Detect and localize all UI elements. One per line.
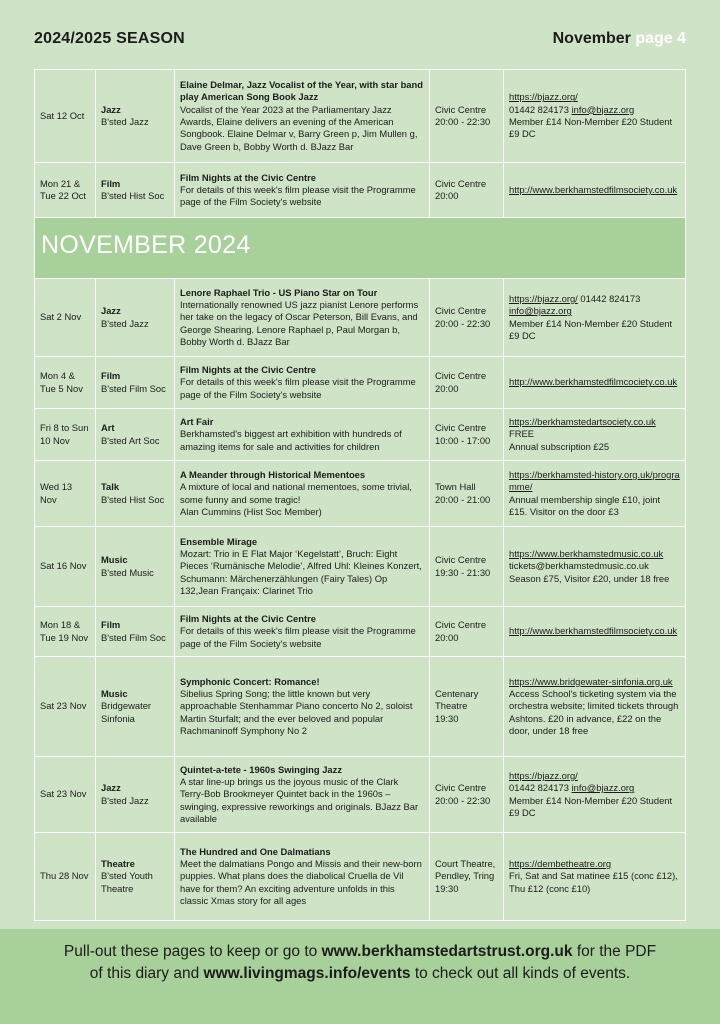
event-description: A mixture of local and national mementoes, some trivial, some funny and some tragic!: [180, 481, 412, 505]
event-time: 20:00: [435, 382, 459, 394]
event-time: 20:00: [435, 190, 459, 201]
event-organiser: B'sted Jazz: [101, 116, 149, 127]
table-row: [35, 461, 686, 527]
event-organiser: B'sted Film Soc: [101, 382, 166, 394]
event-link[interactable]: https://bjazz.org/: [509, 769, 578, 781]
event-tickets: Member £14 Non-Member £20 Student £9 DC: [509, 794, 673, 818]
event-phone: 01442 824173: [580, 292, 641, 304]
event-date: Mon 18 & Tue 19 Nov: [35, 607, 96, 657]
event-category-cell: [96, 833, 175, 921]
event-description: Meet the dalmatians Pongo and Missis and their new-born puppies. What plans does the diabolical Cruella de Vil have for them? An exciting adventure unfolds in this classic Xmas story for all ages: [180, 858, 422, 906]
event-phone: 01442 824173: [509, 782, 569, 794]
event-link[interactable]: https://bjazz.org/: [509, 292, 578, 304]
event-time: 20:00 - 22:30: [435, 116, 491, 127]
event-time: 19:30 - 21:30: [435, 566, 491, 578]
event-title: The Hundred and One Dalmatians: [180, 845, 331, 857]
footer-line-1: [0, 941, 720, 963]
event-description-cell: [175, 461, 430, 527]
event-organiser: B'sted Hist Soc: [101, 190, 165, 201]
footer-text: of this diary and: [89, 965, 204, 982]
event-link[interactable]: https://bjazz.org/: [509, 91, 578, 103]
event-venue: Town Hall: [435, 481, 476, 493]
event-date: Thu 28 Nov: [35, 833, 96, 921]
event-link[interactable]: http://www.berkhamstedfilmcociety.co.uk: [509, 376, 678, 388]
page-reference: [553, 30, 686, 48]
event-info-cell: [504, 279, 686, 357]
event-description-cell: [175, 357, 430, 409]
event-time: 20:00: [435, 631, 459, 643]
table-row: [35, 70, 686, 163]
event-description-cell: [175, 607, 430, 657]
event-category-cell: [96, 357, 175, 409]
event-category: Art: [101, 422, 115, 434]
footer-line-2: [0, 963, 720, 985]
event-title: Film Nights at the Civic Centre: [180, 364, 316, 376]
event-time: 20:00 - 22:30: [435, 317, 491, 329]
event-time: 19:30: [435, 882, 459, 894]
event-description: Mozart: Trio in E Flat Major ‘Kegelstatt’, Bruch: Eight Pieces ‘Rumänische Melodie’, Alfred Uhl: Kleines Konzert, Schumann: Märchenerzählungen (Fairy Tales) Op 132,Jean Françaix: Clarinet Trio: [180, 548, 422, 596]
event-venue: Civic Centre: [435, 103, 487, 115]
event-venue-cell: [430, 357, 504, 409]
event-venue: Civic Centre: [435, 305, 487, 317]
event-speaker: Alan Cummins (Hist Soc Member): [180, 505, 322, 517]
table-row: [35, 409, 686, 461]
event-venue-cell: [430, 279, 504, 357]
event-subscription: Annual subscription £25: [509, 440, 610, 452]
event-description-cell: [175, 527, 430, 607]
event-venue: Civic Centre: [435, 554, 487, 566]
event-category-cell: [96, 409, 175, 461]
event-venue: Civic Centre: [435, 370, 487, 382]
event-venue-cell: [430, 607, 504, 657]
event-description-cell: [175, 833, 430, 921]
event-category-cell: [96, 461, 175, 527]
event-date: Sat 23 Nov: [35, 657, 96, 757]
event-description-cell: [175, 409, 430, 461]
event-link[interactable]: https://dembetheatre.org: [509, 858, 612, 870]
event-info-cell: [504, 657, 686, 757]
event-info-cell: [504, 833, 686, 921]
event-venue: Civic Centre: [435, 177, 487, 189]
page-number: page 4: [635, 30, 686, 47]
event-venue-cell: [430, 657, 504, 757]
table-row: [35, 607, 686, 657]
event-description: Berkhamsted's biggest art exhibition with hundreds of amazing items for sale and activities for children: [180, 428, 402, 452]
event-title: Elaine Delmar, Jazz Vocalist of the Year, with star band play American Song Book Jazz: [180, 79, 423, 103]
event-tickets: Member £14 Non-Member £20 Student £9 DC: [509, 317, 673, 341]
event-organiser: B'sted Art Soc: [101, 434, 160, 446]
event-venue: Civic Centre: [435, 782, 487, 794]
event-description-cell: [175, 657, 430, 757]
event-category: Theatre: [101, 858, 135, 870]
event-title: Lenore Raphael Trio - US Piano Star on Tour: [180, 286, 378, 298]
events-table: [34, 69, 686, 921]
event-time: 20:00 - 22:30: [435, 794, 491, 806]
event-tickets: tickets@berkhamstedmusic.co.uk Season £75, Visitor £20, under 18 free: [509, 560, 670, 584]
footer-text: Pull-out these pages to keep or go to: [63, 943, 322, 960]
event-title: Art Fair: [180, 416, 214, 428]
event-category-cell: [96, 70, 175, 163]
event-date: Mon 4 & Tue 5 Nov: [35, 357, 96, 409]
event-description-cell: [175, 279, 430, 357]
event-price: FREE: [509, 428, 535, 440]
event-link[interactable]: http://www.berkhamstedfilmsociety.co.uk: [509, 183, 678, 195]
event-link[interactable]: https://berkhamsted-history.org.uk/programme/: [509, 468, 680, 493]
event-info-cell: [504, 409, 686, 461]
event-category: Music: [101, 554, 128, 566]
event-category-cell: [96, 279, 175, 357]
event-email[interactable]: info@bjazz.org: [509, 305, 572, 317]
event-organiser: Bridgewater Sinfonia: [101, 700, 152, 724]
event-category: Music: [101, 688, 128, 700]
event-description: For details of this week's film please visit the Programme page of the Film Society's website: [180, 183, 416, 208]
event-time: 19:30: [435, 712, 459, 724]
event-date: Fri 8 to Sun 10 Nov: [35, 409, 96, 461]
month-heading-row: [35, 218, 686, 279]
event-organiser: B'sted Jazz: [101, 794, 149, 806]
event-title: A Meander through Historical Mementoes: [180, 468, 366, 480]
event-tickets: Annual membership single £10, joint £15. Visitor on the door £3: [509, 493, 661, 517]
event-description-cell: [175, 757, 430, 833]
event-category: Film: [101, 619, 121, 631]
event-category: Jazz: [101, 782, 121, 794]
event-category: Film: [101, 177, 121, 189]
table-row: [35, 163, 686, 218]
event-date: Sat 23 Nov: [35, 757, 96, 833]
event-link[interactable]: https://www.bridgewater-sinfonia.org.uk: [509, 675, 673, 687]
event-organiser: B'sted Jazz: [101, 317, 149, 329]
footer-banner: [0, 929, 720, 1024]
event-title: Symphonic Concert: Romance!: [180, 675, 320, 687]
event-description-cell: [175, 163, 430, 218]
event-date: Sat 16 Nov: [35, 527, 96, 607]
event-category: Talk: [101, 481, 120, 493]
table-row: [35, 657, 686, 757]
event-time: 20:00 - 21:00: [435, 493, 491, 505]
event-venue-cell: [430, 833, 504, 921]
event-description: For details of this week's film please visit the Programme page of the Film Society's website: [180, 625, 416, 649]
event-title: Film Nights at the Civic Centre: [180, 171, 316, 183]
month-heading-cell: [35, 218, 686, 279]
event-organiser: B'sted Film Soc: [101, 631, 166, 643]
event-organiser: B'sted Hist Soc: [101, 493, 165, 505]
event-category: Jazz: [101, 103, 121, 115]
event-description: For details of this week's film please visit the Programme page of the Film Society's website: [180, 376, 416, 400]
event-venue-cell: [430, 70, 504, 163]
event-info-cell: [504, 527, 686, 607]
month-label: November: [552, 30, 631, 47]
table-row: [35, 527, 686, 607]
footer-events-link[interactable]: www.livingmags.info/events: [203, 965, 411, 982]
event-organiser: B'sted Music: [101, 566, 154, 578]
event-venue-cell: [430, 409, 504, 461]
event-email[interactable]: info@bjazz.org: [571, 103, 635, 115]
footer-site-link[interactable]: www.berkhamstedartstrust.org.uk: [321, 943, 573, 960]
event-link[interactable]: https://www.berkhamstedmusic.co.uk: [509, 548, 664, 560]
footer-text: for the PDF: [572, 943, 657, 960]
event-venue-cell: [430, 163, 504, 218]
event-link[interactable]: http://www.berkhamstedfilmsociety.co.uk: [509, 625, 678, 637]
event-category-cell: [96, 527, 175, 607]
table-row: [35, 833, 686, 921]
event-organiser: B'sted Youth Theatre: [101, 870, 153, 894]
event-info-cell: [504, 70, 686, 163]
event-tickets: Fri, Sat and Sat matinee £15 (conc £12), Thu £12 (conc £10): [509, 870, 678, 894]
event-description: Vocalist of the Year 2023 at the Parliamentary Jazz Awards, Elaine delivers an evening of the American Songbook. Elaine Delmar v, Barry Green p, Jim Mullen g, Dave Green b, Bobby Worth d. BJazz Bar: [180, 103, 418, 152]
event-category: Jazz: [101, 305, 121, 317]
footer-text: to check out all kinds of events.: [410, 965, 631, 982]
event-description: Sibelius Spring Song; the little known but very approachable Stenhammar Piano concerto No 2, soloist Martin Sturfalt; and the ever beloved and popular Rachmaninoff Symphony No 2: [180, 688, 413, 736]
event-venue-cell: [430, 461, 504, 527]
table-row: [35, 357, 686, 409]
event-info-cell: [504, 163, 686, 218]
event-description-cell: [175, 70, 430, 163]
event-date: Mon 21 & Tue 22 Oct: [35, 163, 96, 218]
event-category-cell: [96, 757, 175, 833]
event-category-cell: [96, 163, 175, 218]
event-date: Wed 13 Nov: [35, 461, 96, 527]
event-date: Sat 2 Nov: [35, 279, 96, 357]
event-date: Sat 12 Oct: [35, 70, 96, 163]
event-description: Internationally renowned US jazz pianist Lenore performs her take on the legacy of Oscar Peterson, Bill Evans, and George Shearing. Lenore Raphael p, Paul Morgan b, Bobby Worth d. BJazz Bar: [180, 299, 419, 347]
event-info-cell: [504, 757, 686, 833]
event-phone: 01442 824173: [509, 103, 569, 115]
page-header: [34, 30, 686, 52]
event-venue: Civic Centre: [435, 619, 487, 631]
month-heading: NOVEMBER 2024: [41, 231, 251, 260]
event-description: A star line-up brings us the joyous music of the Clark Terry-Bob Brookmeyer Quintet back in the 1960s – swinging, expressive reworkings and originals. BJazz Bar available: [180, 776, 419, 824]
event-title: Quintet-a-tete - 1960s Swinging Jazz: [180, 763, 343, 775]
event-email[interactable]: info@bjazz.org: [571, 782, 635, 794]
season-label: 2024/2025 SEASON: [34, 30, 185, 47]
event-title: Film Nights at the Civic Centre: [180, 613, 316, 625]
event-category: Film: [101, 370, 121, 382]
event-category-cell: [96, 607, 175, 657]
event-info-cell: [504, 607, 686, 657]
table-row: [35, 279, 686, 357]
event-time: 10:00 - 17:00: [435, 434, 491, 446]
event-info-cell: [504, 357, 686, 409]
table-row: [35, 757, 686, 833]
event-venue: Court Theatre, Pendley, Tring: [435, 858, 496, 882]
event-title: Ensemble Mirage: [180, 535, 258, 547]
event-link[interactable]: https://berkhamstedartsociety.co.uk: [509, 416, 656, 428]
event-tickets: Access School's ticketing system via the orchestra website; limited tickets through Ashtons. £20 in advance, £22 on the door, under 18 free: [509, 688, 679, 736]
event-venue: Centenary Theatre: [435, 688, 479, 712]
event-venue: Civic Centre: [435, 422, 487, 434]
event-venue-cell: [430, 527, 504, 607]
event-info-cell: [504, 461, 686, 527]
event-venue-cell: [430, 757, 504, 833]
event-category-cell: [96, 657, 175, 757]
event-tickets: Member £14 Non-Member £20 Student £9 DC: [509, 116, 673, 140]
